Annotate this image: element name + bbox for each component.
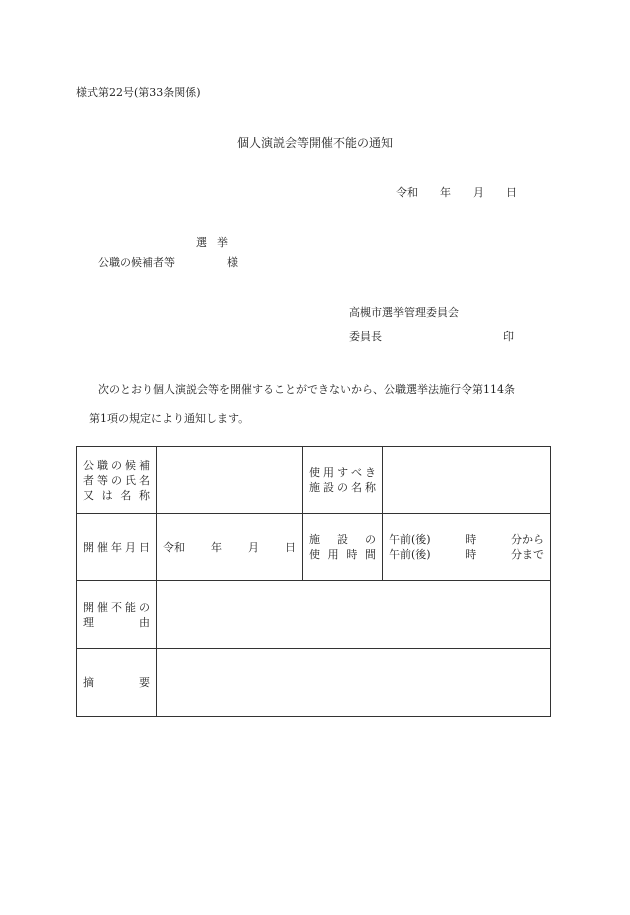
date-day: 日 xyxy=(506,186,517,199)
candidate-name-label: 公職の候補 者等の氏名 又は名称 xyxy=(77,447,157,514)
body-text-line-1: 次のとおり個人演説会等を開催することができないから、公職選挙法施行令第114条 xyxy=(98,383,515,396)
table-row xyxy=(77,649,551,717)
body-text-line-2: 第1項の規定により通知します。 xyxy=(89,412,250,425)
page-title: 個人演説会等開催不能の通知 xyxy=(236,136,393,150)
facility-name-field[interactable] xyxy=(383,447,551,514)
form-number: 様式第22号(第33条関係) xyxy=(76,86,201,99)
summary-field[interactable] xyxy=(157,649,551,717)
meeting-date-label: 開催年月日 xyxy=(77,514,157,581)
table-row xyxy=(77,581,551,649)
meeting-date-field[interactable]: 令和 年 月 日 xyxy=(157,514,303,581)
table-row xyxy=(77,514,551,581)
addressee-candidate: 公職の候補者等 xyxy=(98,256,175,269)
date-era: 令和 xyxy=(396,186,418,199)
usage-time-label: 施設の 使用時間 xyxy=(303,514,383,581)
sender-chair: 委員長 xyxy=(349,330,382,343)
sender-committee: 高槻市選挙管理委員会 xyxy=(349,306,459,319)
addressee-line xyxy=(98,254,238,270)
seal-mark: 印 xyxy=(503,330,514,343)
notice-date xyxy=(396,184,517,200)
date-month: 月 xyxy=(473,186,484,199)
reason-label: 開催不能の 理由 xyxy=(77,581,157,649)
table-row xyxy=(77,447,551,514)
addressee-honorific: 様 xyxy=(227,256,238,269)
summary-label: 摘要 xyxy=(77,649,157,717)
facility-name-label: 使用すべき 施設の名称 xyxy=(303,447,383,514)
reason-field[interactable] xyxy=(157,581,551,649)
date-year: 年 xyxy=(440,186,451,199)
usage-time-from: 午前(後) 時 分から xyxy=(389,533,544,546)
usage-time-to: 午前(後) 時 分まで xyxy=(389,548,544,561)
notice-table xyxy=(76,446,551,717)
election-label: 選挙 xyxy=(196,236,238,249)
usage-time-field[interactable] xyxy=(383,514,551,581)
candidate-name-field[interactable] xyxy=(157,447,303,514)
